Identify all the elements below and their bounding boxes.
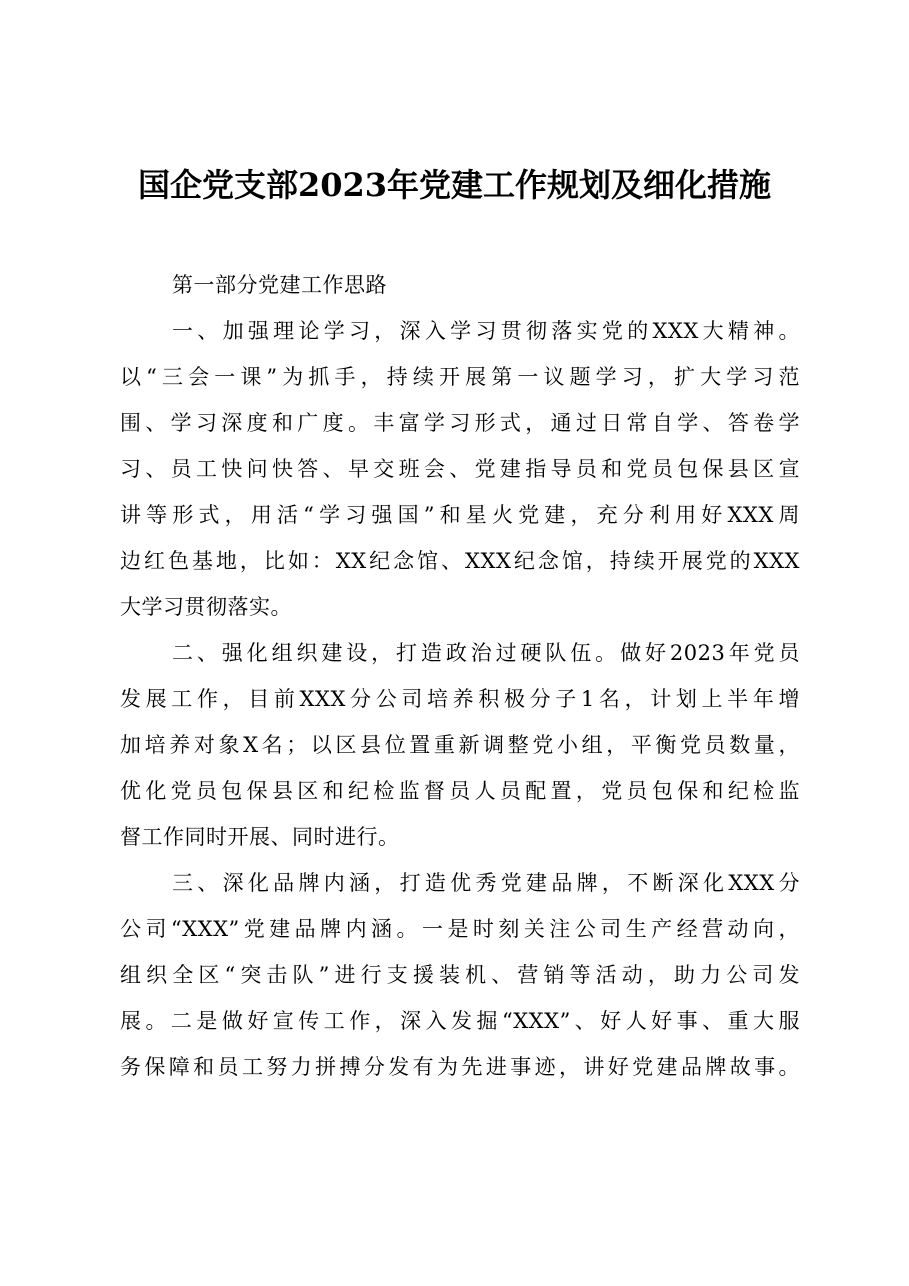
paragraph-line: 优化党员包保县区和纪检监督员人员配置，党员包保和纪检监 [120,779,800,803]
section-heading: 第一部分党建工作思路 [172,273,387,297]
paragraph-line: 务保障和员工努力拼搏分发有为先进事迹，讲好党建品牌故事。 [120,1055,800,1079]
paragraph-1 [120,308,800,630]
paragraph-line: 三、深化品牌内涵，打造优秀党建品牌，不断深化XXX分 [172,871,800,895]
paragraph-line: 督工作同时开展、同时进行。 [120,825,400,849]
paragraph-line: 二、强化组织建设，打造政治过硬队伍。做好2023年党员 [172,641,800,665]
paragraph-line: 公司“XXX”党建品牌内涵。一是时刻关注公司生产经营动向， [120,917,800,941]
paragraph-line: 讲等形式，用活“学习强国”和星火党建，充分利用好XXX周 [120,503,800,527]
paragraph-line: 展。二是做好宣传工作，深入发掘“XXX”、好人好事、重大服 [120,1009,800,1033]
document-body [120,262,800,1090]
paragraph-3 [120,860,800,1090]
paragraph-2 [120,630,800,860]
paragraph-line: 大学习贯彻落实。 [120,595,292,619]
paragraph-line: 加培养对象X名；以区县位置重新调整党小组，平衡党员数量， [120,733,800,757]
paragraph-line: 发展工作，目前XXX分公司培养积极分子1名，计划上半年增 [120,687,800,711]
paragraph-line: 边红色基地，比如：XX纪念馆、XXX纪念馆，持续开展党的XXX [120,549,800,573]
paragraph-line: 习、员工快问快答、早交班会、党建指导员和党员包保县区宣 [120,457,800,481]
paragraph-line: 以“三会一课”为抓手，持续开展第一议题学习，扩大学习范 [120,365,800,389]
paragraph-line: 围、学习深度和广度。丰富学习形式，通过日常自学、答卷学 [120,411,800,435]
document-title: 国企党支部2023年党建工作规划及细化措施 [137,166,772,204]
paragraph-line: 一、加强理论学习，深入学习贯彻落实党的XXX大精神。 [172,319,800,343]
paragraph-line: 组织全区“突击队”进行支援装机、营销等活动，助力公司发 [120,963,800,987]
